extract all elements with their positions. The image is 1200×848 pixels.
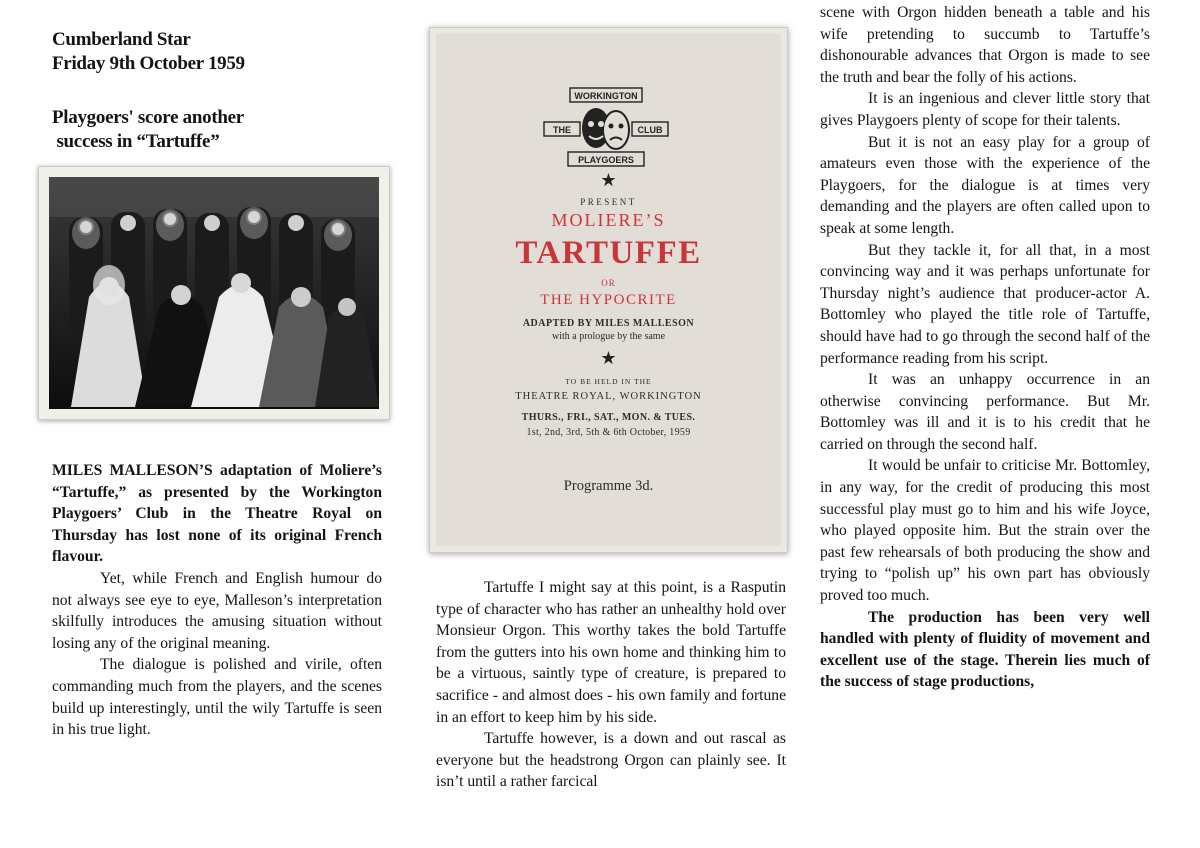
- paragraph: Yet, while French and English humour do not always see eye to eye, Malleson’s interpretation skilfully introduces the amusing situation without losing any of the original meaning.: [52, 569, 382, 652]
- logo-text-right: CLUB: [637, 125, 663, 135]
- venue: THEATRE ROYAL, WORKINGTON: [515, 391, 702, 402]
- article-column-3: [820, 2, 1150, 693]
- present-label: PRESENT: [580, 197, 637, 207]
- paragraph: But it is not an easy play for a group of amateurs even those with the experience of the Playgoers, for the dialogue is at times very demanding and the players are often called upon to speak at some length.: [820, 133, 1150, 237]
- performance-days: THURS., FRI., SAT., MON. & TUES.: [521, 412, 696, 423]
- play-subtitle: THE HYPOCRITE: [540, 292, 677, 308]
- masthead: [52, 28, 382, 76]
- headline-line-1: Playgoers' score another: [52, 107, 244, 128]
- article-column-2: [436, 577, 786, 793]
- paragraph: The dialogue is polished and virile, often commanding much from the players, and the scenes build up interestingly, until the wily Tartuffe is seen in his true light.: [52, 656, 382, 739]
- paragraph: It is an ingenious and clever little story that gives Playgoers plenty of scope for their talents.: [820, 90, 1150, 129]
- programme-price: Programme 3d.: [563, 478, 654, 494]
- logo-text-bottom: PLAYGOERS: [578, 155, 634, 165]
- star-icon: ★: [600, 348, 617, 368]
- playgoers-club-logo: [536, 84, 676, 174]
- paragraph: But they tackle it, for all that, in a most convincing way and it was perhaps unfortunate for Thursday night’s audience that producer-actor A. Bottomley who played the title role of Tartuffe, should have had to go through the second half of the performance reading from his script.: [820, 241, 1150, 367]
- paragraph: It was an unhappy occurrence in an otherwise convincing performance. But Mr. Bottomley was ill and it is to his credit that he carried on through the second half.: [820, 371, 1150, 453]
- programme-frame: [429, 27, 788, 553]
- photo-frame: [38, 166, 390, 420]
- headline-line-2: success in “Tartuffe”: [52, 131, 220, 152]
- paragraph: Tartuffe however, is a down and out rascal as everyone but the headstrong Orgon can plainly see. It isn’t until a rather farcical: [436, 730, 786, 791]
- or-label: OR: [601, 278, 616, 288]
- performance-dates: 1st, 2nd, 3rd, 5th & 6th October, 1959: [526, 427, 691, 438]
- article-column-1: [52, 460, 382, 741]
- programme-cover: [436, 34, 781, 546]
- author-name: MOLIERE’S: [551, 210, 666, 230]
- star-icon: ★: [600, 170, 617, 190]
- logo-text-top: WORKINGTON: [574, 91, 638, 101]
- newspaper-name: Cumberland Star: [52, 29, 191, 50]
- play-title: TARTUFFE: [515, 235, 702, 271]
- held-label: TO BE HELD IN THE: [565, 377, 652, 386]
- cast-photo: [49, 177, 379, 409]
- publication-date: Friday 9th October 1959: [52, 53, 245, 74]
- closing-paragraph: The production has been very well handled with plenty of fluidity of movement and excellent use of the stage. Therein lies much of the success of stage productions,: [820, 608, 1150, 691]
- paragraph: scene with Orgon hidden beneath a table and his wife pretending to succumb to Tartuffe’s dishonourable advances that Orgon is made to see the truth and bear the folly of his actions.: [820, 4, 1150, 86]
- prologue-note: with a prologue by the same: [551, 331, 666, 342]
- cast-photo-image: [49, 177, 379, 409]
- article-headline: [52, 106, 382, 154]
- adapted-by: ADAPTED BY MILES MALLESON: [522, 318, 695, 329]
- logo-text-left: THE: [553, 125, 571, 135]
- paragraph: It would be unfair to criticise Mr. Bottomley, in any way, for the credit of producing this most successful play must go to him and his wife Joyce, who played opposite him. But the strain over the past few rehearsals of both producing the show and trying to “polish up” his own part has obviously proved too much.: [820, 457, 1150, 605]
- paragraph: Tartuffe I might say at this point, is a Rasputin type of character who has rather an unhealthy hold over Monsieur Orgon. This worthy takes the bold Tartuffe from the gutters into his own home and thinking him to be a virtuous, saintly type of creature, is prepared to sacrifice - and almost does - his own family and fortune in an effort to keep him by his side.: [436, 579, 786, 726]
- lead-paragraph: MILES MALLESON’S adaptation of Moliere’s “Tartuffe,” as presented by the Workington Playgoers’ Club in the Theatre Royal on Thursday has lost none of its original French flavour.: [52, 462, 382, 566]
